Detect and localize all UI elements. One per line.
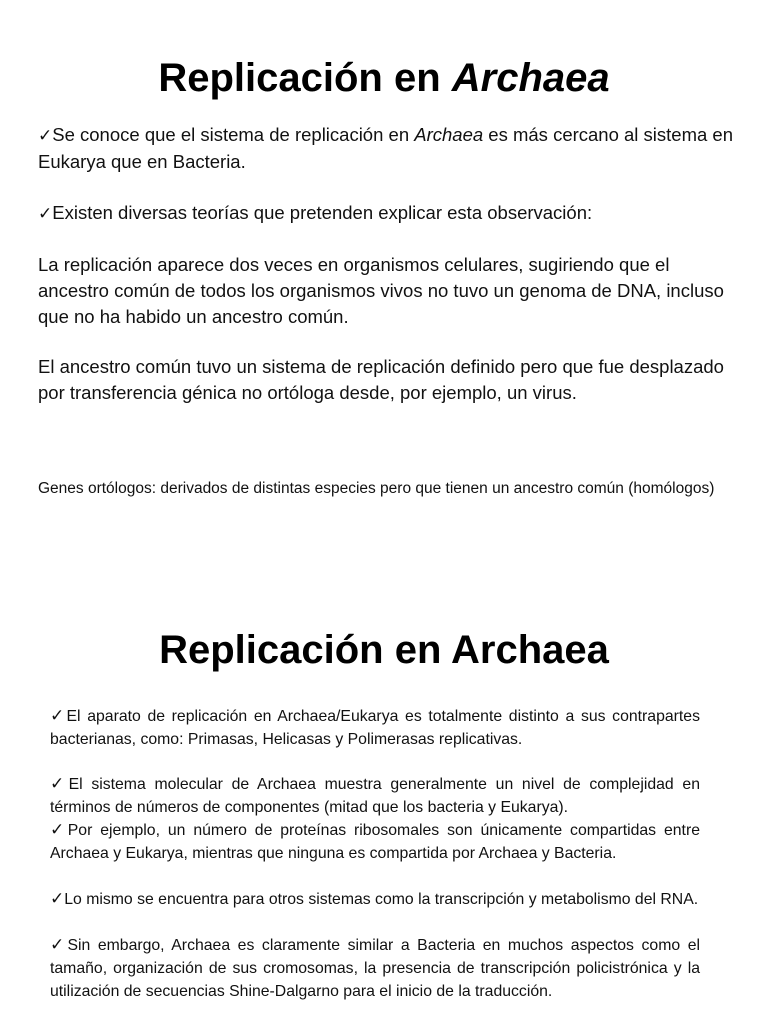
- slide-2: [0, 590, 768, 1024]
- slide-1-bullet-1: [38, 122, 738, 175]
- slide-2-bullet-3: [50, 818, 700, 865]
- check-icon: ✓: [50, 820, 68, 839]
- slide-1-title-italic: Archaea: [451, 56, 610, 100]
- slide-1-title: [0, 54, 768, 102]
- slide-1-bullet-2: [38, 200, 738, 227]
- check-icon: ✓: [50, 706, 67, 725]
- check-icon: ✓: [50, 935, 68, 954]
- bullet-text: Por ejemplo, un número de proteínas ribosomales son únicamente compartidas entre Archaea y Eukarya, mientras que ninguna es compartida por Archaea y Bacteria.: [50, 822, 700, 862]
- bullet-text: Sin embargo, Archaea es claramente similar a Bacteria en muchos aspectos como el tamaño, organización de sus cromosomas, la presencia de transcripción policistrónica y la utilización de secuencias Shine-Dalgarno para el inicio de la traducción.: [50, 937, 700, 1000]
- bullet-text: Lo mismo se encuentra para otros sistemas como la transcripción y metabolismo del RNA.: [64, 891, 699, 908]
- bullet-1-text-before: Se conoce que el sistema de replicación en: [52, 124, 415, 145]
- bullet-text: El sistema molecular de Archaea muestra generalmente un nivel de complejidad en términos de números de componentes (mitad que los bacteria y Eukarya).: [50, 776, 700, 816]
- bullet-text: El aparato de replicación en Archaea/Eukarya es totalmente distinto a sus contrapartes bacterianas, como: Primasas, Helicasas y Polimerasas replicativas.: [50, 708, 700, 748]
- slide-2-bullet-4: [50, 887, 700, 911]
- check-icon: ✓: [38, 126, 53, 145]
- slide-2-title: Replicación en Archaea: [159, 628, 609, 672]
- check-icon: ✓: [50, 774, 69, 793]
- slide-2-bullet-1: [50, 704, 700, 751]
- check-icon: ✓: [50, 889, 65, 908]
- slide-2-bullet-5: [50, 933, 700, 1003]
- bullet-1-text-after: es más cercano al sistema en Eukarya que en Bacteria.: [38, 124, 734, 172]
- slide-1-paragraph-1: La replicación aparece dos veces en organismos celulares, sugiriendo que el ancestro común de todos los organismos vivos no tuvo un genoma de DNA, incluso que no ha habido un ancestro común.: [38, 254, 724, 327]
- bullet-1-text-italic: Archaea: [414, 124, 484, 145]
- slide-1-paragraph-2: El ancestro común tuvo un sistema de replicación definido pero que fue desplazado por transferencia génica no ortóloga desde, por ejemplo, un virus.: [38, 356, 724, 403]
- check-icon: ✓: [38, 204, 53, 223]
- slide-1-title-main: Replicación en: [158, 56, 452, 100]
- bullet-2-text: Existen diversas teorías que pretenden explicar esta observación:: [52, 202, 593, 223]
- slide-1-footnote: Genes ortólogos: derivados de distintas especies pero que tienen un ancestro común (homólogos): [38, 480, 715, 497]
- slide-2-bullet-2: [50, 772, 700, 819]
